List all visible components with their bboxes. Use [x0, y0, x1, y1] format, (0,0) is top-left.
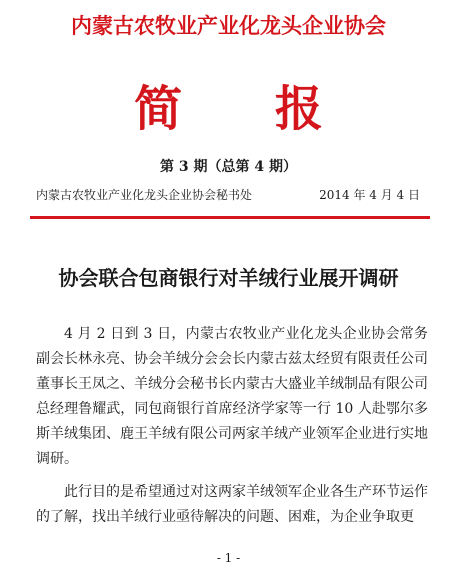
publisher-name: 内蒙古农牧业产业化龙头企业协会秘书处: [36, 188, 253, 202]
article-body: [36, 322, 428, 538]
bulletin-title: 简 报: [134, 81, 361, 137]
publish-date: 2014 年 4 月 4 日: [319, 188, 420, 202]
article-paragraph-1: 4 月 2 日到 3 日，内蒙古农牧业产业化龙头企业协会常务副会长林永亮、协会羊绒分会会长内蒙古兹太经贸有限责任公司董事长王凤之、羊绒分会秘书长内蒙古大盛业羊绒制品有限公司总经理鲁耀武，同包商银行首席经济学家等一行 10 人赴鄂尔多斯羊绒集团、鹿王羊绒有限公司两家羊绒产业领军企业进行实地调研。: [36, 326, 428, 467]
red-divider-line: [30, 216, 430, 219]
issue-number: 第 3 期（总第 4 期）: [160, 159, 297, 175]
organization-title: 内蒙古农牧业产业化龙头企业协会: [71, 13, 386, 38]
article-paragraph-2: 此行目的是希望通过对这两家羊绒领军企业各生产环节运作的了解，找出羊绒行业亟待解决的问题、困难，为企业争取更: [36, 484, 428, 525]
page-number: - 1 -: [216, 551, 241, 565]
publisher-date-row: [36, 186, 428, 206]
article-headline: 协会联合包商银行对羊绒行业展开调研: [58, 266, 399, 290]
